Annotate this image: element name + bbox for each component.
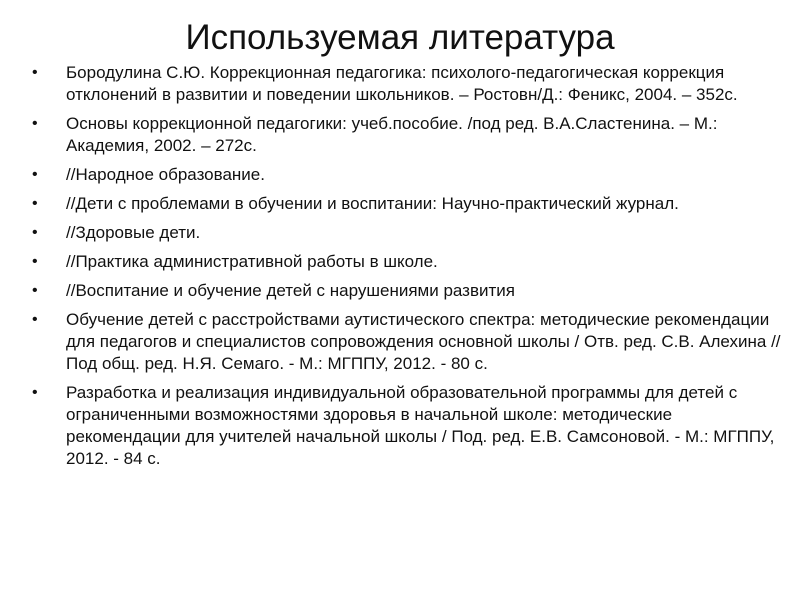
- bullet-icon: •: [32, 115, 38, 132]
- reference-text: Обучение детей с расстройствами аутистического спектра: методические рекомендации для педагогов и специалистов сопровождения основной школы / Отв. ред. С.В. Алехина // Под общ. ред. Н.Я. Семаго. - М.: МГППУ, 2012. - 80 с.: [66, 310, 781, 373]
- reference-item: [32, 251, 784, 273]
- reference-item: [32, 193, 784, 215]
- reference-item: [32, 382, 784, 470]
- reference-text: //Народное образование.: [66, 165, 265, 184]
- reference-text: Бородулина С.Ю. Коррекционная педагогика: психолого-педагогическая коррекция отклонений в развитии и поведении школьников. – Ростовн/Д.: Феникс, 2004. – 352с.: [66, 63, 738, 104]
- bullet-icon: •: [32, 384, 38, 401]
- bullet-icon: •: [32, 282, 38, 299]
- reference-text: //Здоровые дети.: [66, 223, 201, 242]
- reference-item: [32, 62, 784, 106]
- reference-item: [32, 280, 784, 302]
- bullet-icon: •: [32, 195, 38, 212]
- reference-text: Основы коррекционной педагогики: учеб.пособие. /под ред. В.А.Сластенина. – М.: Академия, 2002. – 272с.: [66, 114, 718, 155]
- reference-text: //Дети с проблемами в обучении и воспитании: Научно-практический журнал.: [66, 194, 679, 213]
- slide-title: Используемая литература: [185, 18, 615, 57]
- reference-item: [32, 309, 784, 375]
- reference-text: Разработка и реализация индивидуальной образовательной программы для детей с ограниченными возможностями здоровья в начальной школе: методические рекомендации для учителей начальной школы / Под. ред. Е.В. Самсоновой. - М.: МГППУ, 2012. - 84 с.: [66, 383, 775, 468]
- bullet-icon: •: [32, 64, 38, 81]
- reference-item: [32, 113, 784, 157]
- reference-item: [32, 222, 784, 244]
- bullet-icon: •: [32, 224, 38, 241]
- reference-text: //Практика административной работы в школе.: [66, 252, 438, 271]
- reference-list: [32, 62, 784, 477]
- bullet-icon: •: [32, 311, 38, 328]
- reference-text: //Воспитание и обучение детей с нарушениями развития: [66, 281, 515, 300]
- bullet-icon: •: [32, 253, 38, 270]
- reference-item: [32, 164, 784, 186]
- bullet-icon: •: [32, 166, 38, 183]
